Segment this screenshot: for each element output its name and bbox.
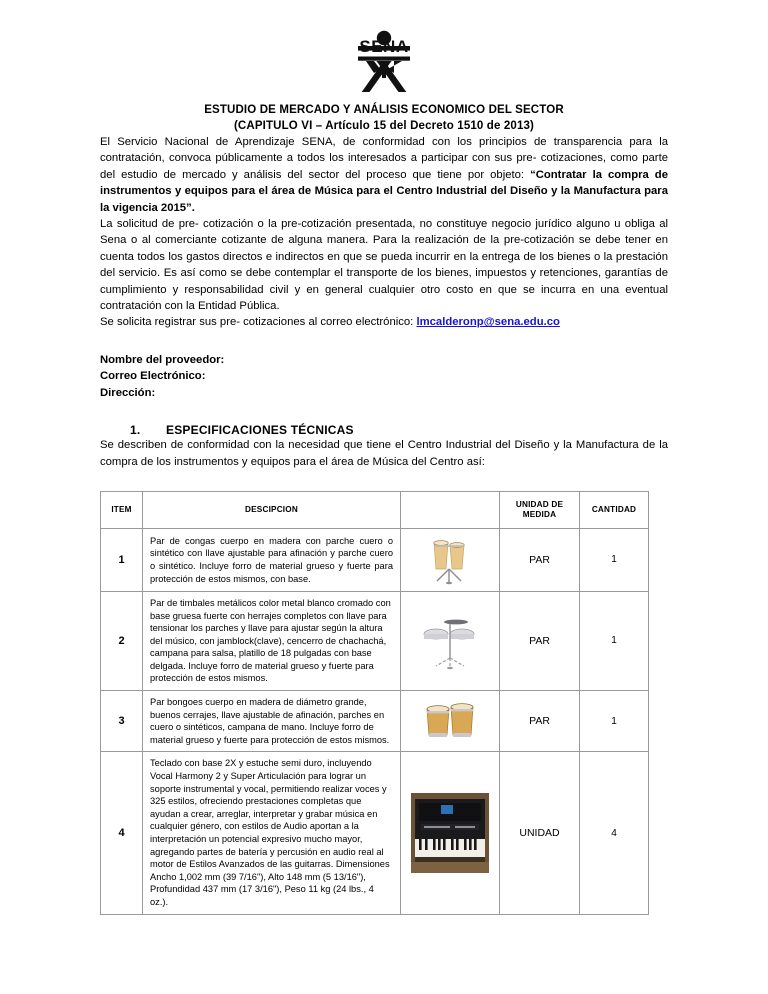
- cell-descripcion: Par de congas cuerpo en madera con parche cuero o sintético con llave ajustable para afinación y parche cuero o sintético. Incluye forro de material grueso y fuerte para protección de estos mismos, con base.: [143, 528, 401, 591]
- paragraph-intro-table: Se describen de conformidad con la necesidad que tiene el Centro Industrial del Diseño y la Manufactura de la compra de los instrumentos y equipos para el área de Música del Centro así:: [100, 439, 668, 468]
- cell-unidad: UNIDAD: [500, 752, 580, 914]
- teclado-photo: [411, 793, 489, 873]
- paragraph-email-text: Se solicita registrar sus pre- cotizaciones al correo electrónico:: [100, 316, 417, 329]
- section-heading-especificaciones: [100, 423, 668, 437]
- cell-descripcion: Par bongoes cuerpo en madera de diámetro grande, buenos cerrajes, llave ajustable de afinación, parches en cuero o sintéticos, campana de mano. Incluye forro de material grueso y fuerte para protección de estos mismos.: [143, 691, 401, 752]
- paragraph-email: [100, 314, 668, 330]
- cell-cantidad: 4: [580, 752, 649, 914]
- cell-item: 2: [101, 591, 143, 690]
- header-imagen: [401, 491, 500, 528]
- cell-image: [401, 591, 500, 690]
- congas-photo: [422, 533, 478, 587]
- bongoes-photo: [419, 697, 481, 745]
- timbales-photo: [418, 610, 482, 672]
- cell-unidad: PAR: [500, 591, 580, 690]
- field-nombre-proveedor: Nombre del proveedor:: [100, 353, 225, 366]
- cell-image: [401, 528, 500, 591]
- header-cantidad: CANTIDAD: [580, 491, 649, 528]
- field-correo-electronico: Correo Electrónico:: [100, 370, 206, 383]
- section-title: ESPECIFICACIONES TÉCNICAS: [166, 423, 354, 438]
- cell-image: [401, 752, 500, 914]
- field-direccion: Dirección:: [100, 386, 156, 399]
- paragraph-conditions: La solicitud de pre- cotización o la pre-cotización presentada, no constituye negocio jurídico alguno u obliga al Sena o al comerciante cotizante de alguna manera. Para la realización de la pre-cotización se debe tener en cuenta todos los gastos directos e indirectos en que se pueda incurrir en la entrega de los bienes o la prestación del servicio. Es así como se debe contemplar el transporte de los bienes, impuestos y retenciones, garantías de cumplimiento y responsabilidad civil y en general cualquier otro costo en que se incurra en una eventual contratación con la Entidad Pública.: [100, 218, 668, 313]
- header-descripcion: DESCIPCION: [143, 491, 401, 528]
- paragraph-objective-text: El Servicio Nacional de Aprendizaje SENA, de conformidad con los principios de transparencia para la contratación, convoca públicamente a todos los interesados a participar con sus pre- cotizaciones, como parte del estudio de mercado y análisis del sector del proceso que tiene por objeto:: [100, 136, 668, 181]
- cell-descripcion: Teclado con base 2X y estuche semi duro, incluyendo Vocal Harmony 2 y Super Articulación para lograr un soporte instrumental y vocal, permitiendo realizar voces y 325 estilos, ofreciendo prestaciones completas que ayudan a crear, arreglar, interpretar y grabar música en cualquier género, con estilos de Audio aportan a la interpretación un potencial expresivo mucho mayor, agregando partes de batería y percusión en audio real al motor de Estilos Avanzados de las guitarras. Dimensiones Ancho 1,002 mm (39 7/16"), Alto 148 mm (5 13/16"), Profundidad 437 mm (17 3/16"), Peso 11 kg (24 lbs., 4 oz.).: [143, 752, 401, 914]
- table-row: [101, 691, 649, 752]
- cell-item: 4: [101, 752, 143, 914]
- sena-logo-icon: [336, 30, 432, 94]
- cell-item: 1: [101, 528, 143, 591]
- email-link[interactable]: lmcalderonp@sena.edu.co: [416, 316, 560, 329]
- table-header-row: [101, 491, 649, 528]
- document-subtitle: (CAPITULO VI – Artículo 15 del Decreto 1510 de 2013): [233, 120, 535, 132]
- specifications-table: [100, 491, 649, 915]
- provider-fields: [100, 352, 668, 401]
- section-number: 1.: [130, 423, 141, 438]
- cell-cantidad: 1: [580, 691, 649, 752]
- cell-unidad: PAR: [500, 691, 580, 752]
- cell-cantidad: 1: [580, 528, 649, 591]
- document-title: ESTUDIO DE MERCADO Y ANÁLISIS ECONOMICO DEL SECTOR: [204, 104, 564, 116]
- logo-container: [100, 0, 668, 94]
- paragraph-objective-bold: “Contratar la compra de instrumentos y equipos para el área de Música para el Centro Industrial del Diseño y la Manufactura para la vigencia 2015”.: [100, 168, 668, 214]
- cell-image: [401, 691, 500, 752]
- cell-cantidad: 1: [580, 591, 649, 690]
- table-row: [101, 528, 649, 591]
- table-row: [101, 591, 649, 690]
- cell-unidad: PAR: [500, 528, 580, 591]
- cell-descripcion: Par de timbales metálicos color metal blanco cromado con base gruesa fuerte con herrajes completos con llave para tensionar los parches y llave para ajustar según la altura del músico, con jamblock(clave), cencerro de chachachá, campana para salsa, platillo de 18 pulgadas con base delgada. Incluye forro de material grueso y fuerte para protección de estos mismos.: [143, 591, 401, 690]
- header-unidad-medida: UNIDAD DE MEDIDA: [500, 491, 580, 528]
- cell-item: 3: [101, 691, 143, 752]
- header-item: ITEM: [101, 491, 143, 528]
- svg-text:SENA: SENA: [359, 37, 409, 56]
- paragraph-objective: [100, 134, 668, 216]
- table-row: [101, 752, 649, 914]
